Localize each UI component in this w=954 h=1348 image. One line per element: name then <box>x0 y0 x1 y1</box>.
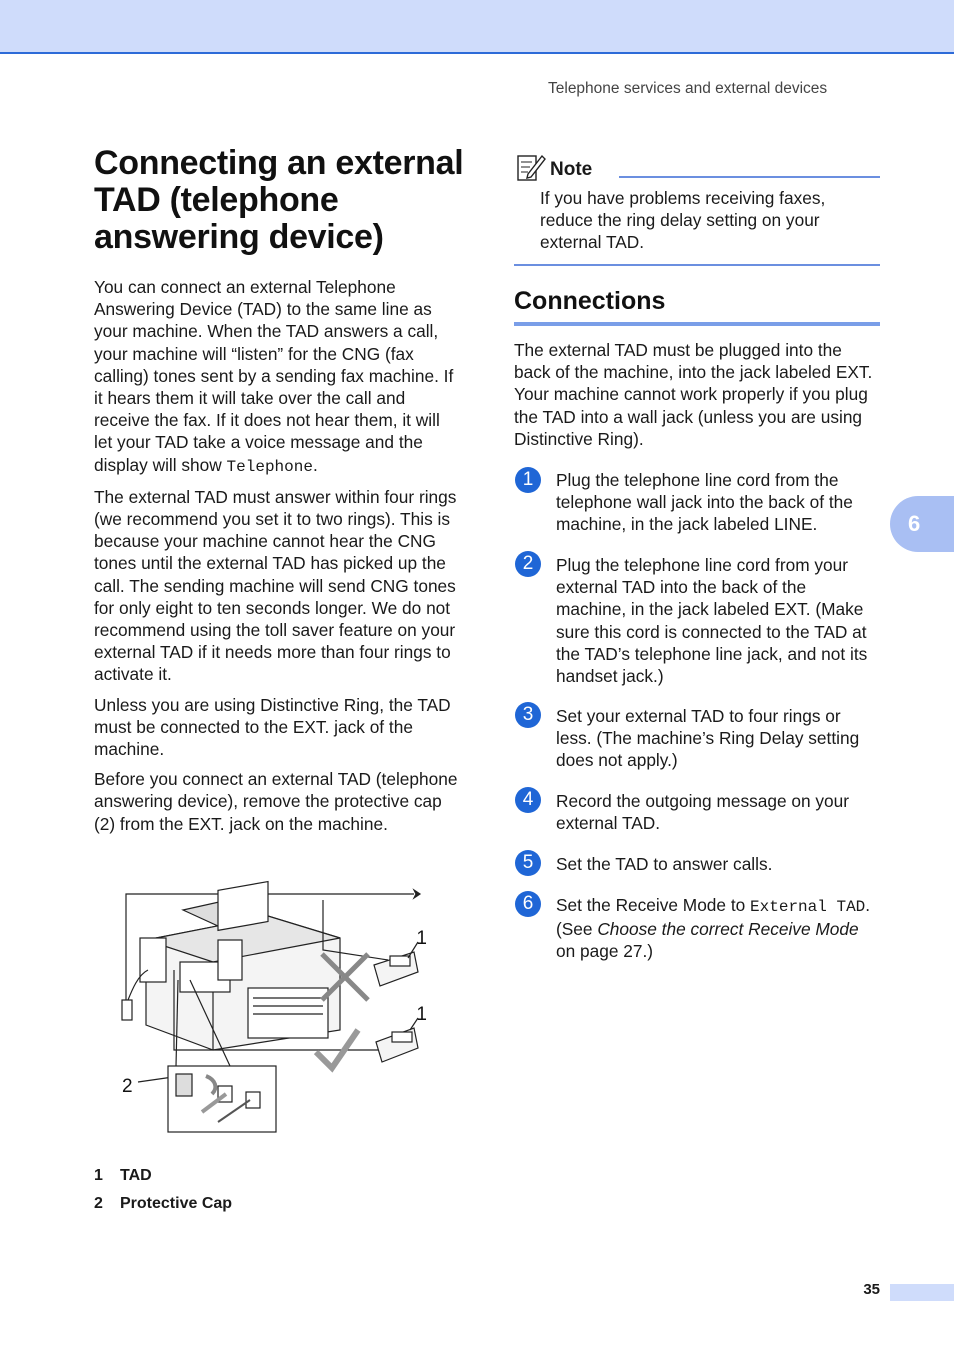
running-header: Telephone services and external devices <box>548 80 828 97</box>
left-column <box>94 276 460 843</box>
step-number-badge: 4 <box>515 787 541 813</box>
step-text-part: Set the Receive Mode to <box>556 895 751 915</box>
chapter-tab: 6 <box>890 496 954 552</box>
note-top-rule <box>619 176 880 178</box>
section-intro: The external TAD must be plugged into the back of the machine, into the jack labeled EXT. Your machine cannot work properly if you plug the TAD into a wall jack (unless you are using Distinctive Ring). <box>514 340 873 449</box>
distinctive-ring-paragraph: Unless you are using Distinctive Ring, the TAD must be connected to the EXT. jack of the machine. <box>94 694 451 760</box>
callout-tad-lower: 1 <box>416 1004 427 1025</box>
legend-number: 2 <box>94 1195 103 1212</box>
step-number-badge: 6 <box>515 891 541 917</box>
step-text: Set the TAD to answer calls. <box>556 854 773 874</box>
intro-text: You can connect an external Telephone Answering Device (TAD) to the same line as your machine. When the TAD answers a call, your machine will “listen” for the CNG (fax calling) tones sent by a sending fax machine. If it hears them it will take over the call and receive the fax. If it does not hear them, it will let your TAD take a voice message and the display will show <box>94 277 454 475</box>
rings-paragraph: The external TAD must answer within four rings (we recommend you set it to two rings). This is because your machine cannot hear the CNG tones until the external TAD has picked up the call. The sending machine will send CNG tones for only eight to ten seconds longer. We do not recommend using the toll saver feature on your external TAD if it needs more than four rings to activate it. <box>94 486 457 685</box>
connection-illustration <box>118 880 428 1140</box>
page-number-bar <box>890 1284 954 1301</box>
receive-mode-value: External TAD <box>750 898 866 916</box>
step-text-part: . (See <box>556 895 871 940</box>
note-text: If you have problems receiving faxes, reduce the ring delay setting on your external TAD. <box>540 188 826 253</box>
note-title: Note <box>550 159 593 180</box>
step-text: Plug the telephone line cord from the telephone wall jack into the back of the machine, in the jack labeled LINE. <box>556 470 853 535</box>
legend-number: 1 <box>94 1167 103 1184</box>
step-text: Record the outgoing message on your external TAD. <box>556 791 850 834</box>
step-text-part: on page 27.) <box>556 941 654 962</box>
page-title: Connecting an external TAD (telephone answering device) <box>94 144 464 256</box>
step-number-badge: 3 <box>515 702 541 728</box>
protective-cap-paragraph: Before you connect an external TAD (telephone answering device), remove the protective cap (2) from the EXT. jack on the machine. <box>94 769 458 834</box>
step-text: Set your external TAD to four rings or less. (The machine’s Ring Delay setting does not apply.) <box>556 706 860 771</box>
intro-paragraph <box>94 276 460 478</box>
note-pencil-icon <box>516 152 546 182</box>
display-text: Telephone <box>226 457 313 476</box>
callout-protective-cap: 2 <box>122 1076 133 1097</box>
cross-reference: Choose the correct Receive Mode <box>597 919 859 940</box>
intro-end: . <box>312 454 318 475</box>
callout-tad-upper: 1 <box>416 928 427 949</box>
legend-item <box>94 1194 232 1222</box>
step-number-badge: 1 <box>515 467 541 493</box>
note-bottom-rule <box>514 264 880 266</box>
step-text: Plug the telephone line cord from your external TAD into the back of the machine, in the jack labeled EXT. (Make sure this cord is connected to the TAD at the TAD’s telephone line jack, and not its handset jack.) <box>556 555 868 687</box>
figure-legend <box>94 1166 232 1222</box>
page-number: 35 <box>863 1281 880 1298</box>
step-number-badge: 5 <box>515 850 541 876</box>
step-text <box>556 894 880 963</box>
step-number-badge: 2 <box>515 551 541 577</box>
section-rule <box>514 322 880 326</box>
legend-label: TAD <box>120 1167 152 1184</box>
legend-item <box>94 1166 232 1194</box>
connection-diagram <box>118 880 428 1140</box>
legend-label: Protective Cap <box>120 1195 233 1212</box>
top-header-band <box>0 0 954 54</box>
section-heading: Connections <box>514 287 666 315</box>
